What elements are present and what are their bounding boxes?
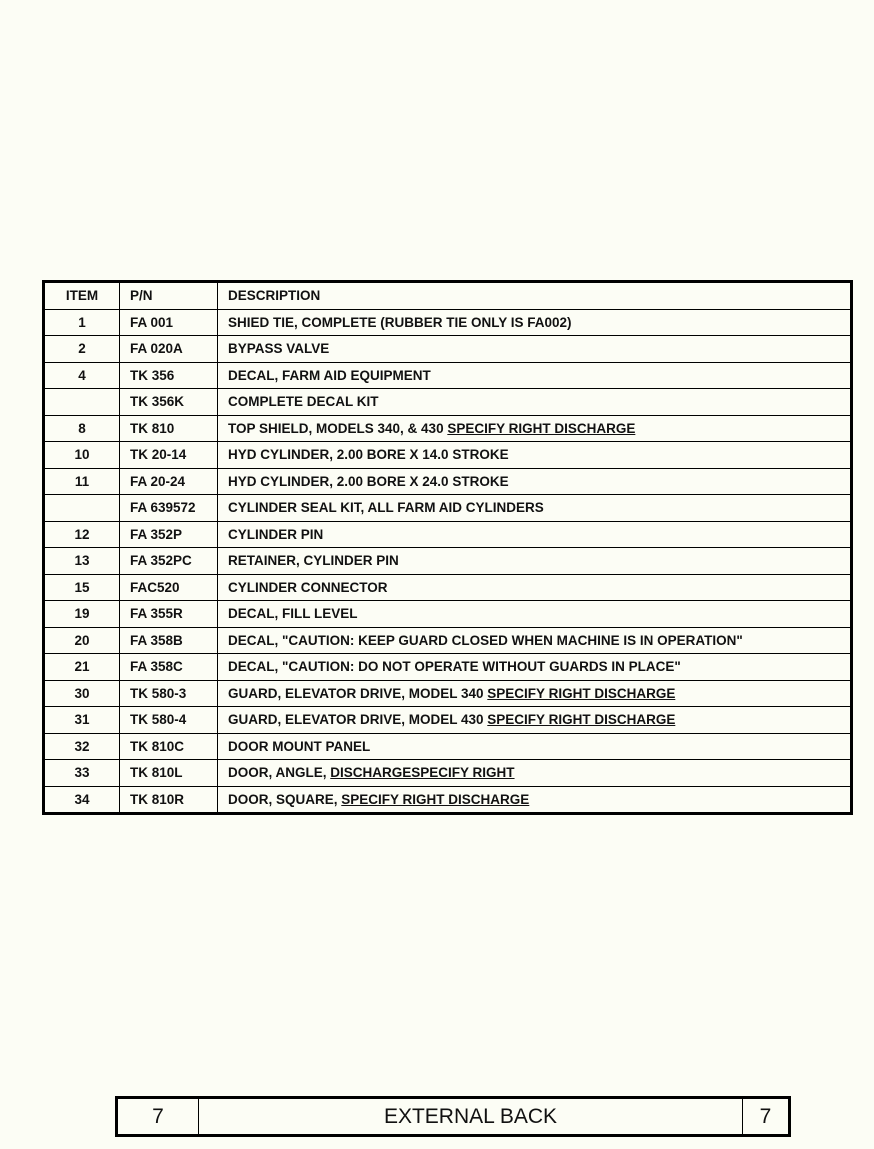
cell-part-number: FA 639572	[120, 495, 218, 522]
cell-part-number: TK 810R	[120, 786, 218, 814]
cell-description	[218, 442, 852, 469]
description-text: CYLINDER SEAL KIT, ALL FARM AID CYLINDERS	[228, 500, 544, 516]
description-note-underlined: DISCHARGESPECIFY RIGHT	[330, 765, 515, 781]
table-row	[44, 548, 852, 575]
table-header-row	[44, 282, 852, 310]
cell-description	[218, 548, 852, 575]
cell-item: 11	[44, 468, 120, 495]
cell-part-number: FA 358C	[120, 654, 218, 681]
cell-part-number: TK 356	[120, 362, 218, 389]
cell-description	[218, 336, 852, 363]
footer-title: EXTERNAL BACK	[199, 1098, 743, 1136]
cell-description	[218, 574, 852, 601]
description-note-underlined: SPECIFY RIGHT DISCHARGE	[487, 712, 676, 728]
cell-description	[218, 786, 852, 814]
cell-item: 1	[44, 309, 120, 336]
cell-item: 8	[44, 415, 120, 442]
cell-description	[218, 733, 852, 760]
cell-part-number: TK 810C	[120, 733, 218, 760]
cell-part-number: FA 020A	[120, 336, 218, 363]
parts-list-table	[42, 280, 853, 815]
description-text: DECAL, FARM AID EQUIPMENT	[228, 367, 431, 383]
cell-item: 15	[44, 574, 120, 601]
footer-page-number: 7	[743, 1098, 790, 1136]
cell-item: 4	[44, 362, 120, 389]
table-row	[44, 601, 852, 628]
cell-part-number: TK 580-3	[120, 680, 218, 707]
description-text: HYD CYLINDER, 2.00 BORE X 24.0 STROKE	[228, 473, 509, 489]
cell-part-number: FA 352PC	[120, 548, 218, 575]
cell-part-number: FA 20-24	[120, 468, 218, 495]
cell-item: 34	[44, 786, 120, 814]
page-footer	[115, 1096, 791, 1137]
cell-item: 2	[44, 336, 120, 363]
cell-part-number: FA 001	[120, 309, 218, 336]
description-note-underlined: SPECIFY RIGHT DISCHARGE	[487, 685, 676, 701]
description-text: DECAL, "CAUTION: DO NOT OPERATE WITHOUT GUARDS IN PLACE"	[228, 659, 681, 675]
cell-item: 13	[44, 548, 120, 575]
cell-part-number: TK 810	[120, 415, 218, 442]
table-row	[44, 389, 852, 416]
cell-description	[218, 415, 852, 442]
description-text: TOP SHIELD, MODELS 340, & 430	[228, 420, 448, 436]
cell-description	[218, 601, 852, 628]
description-text: DECAL, FILL LEVEL	[228, 606, 358, 622]
cell-description	[218, 309, 852, 336]
cell-description	[218, 680, 852, 707]
cell-description	[218, 468, 852, 495]
header-description: DESCRIPTION	[218, 282, 852, 310]
description-text: HYD CYLINDER, 2.00 BORE X 14.0 STROKE	[228, 447, 509, 463]
cell-part-number: TK 810L	[120, 760, 218, 787]
table-row	[44, 786, 852, 814]
table-row	[44, 574, 852, 601]
description-text: GUARD, ELEVATOR DRIVE, MODEL 430	[228, 712, 488, 728]
table-row	[44, 733, 852, 760]
cell-item: 19	[44, 601, 120, 628]
cell-part-number: TK 580-4	[120, 707, 218, 734]
cell-part-number: FA 358B	[120, 627, 218, 654]
cell-part-number: TK 356K	[120, 389, 218, 416]
table-row	[44, 468, 852, 495]
table-row	[44, 362, 852, 389]
description-note-underlined: SPECIFY RIGHT DISCHARGE	[447, 420, 636, 436]
cell-part-number: TK 20-14	[120, 442, 218, 469]
cell-description	[218, 389, 852, 416]
description-text: DECAL, "CAUTION: KEEP GUARD CLOSED WHEN MACHINE IS IN OPERATION"	[228, 632, 743, 648]
description-text: COMPLETE DECAL KIT	[228, 394, 379, 410]
cell-item: 12	[44, 521, 120, 548]
header-item: ITEM	[44, 282, 120, 310]
header-pn: P/N	[120, 282, 218, 310]
cell-item: 10	[44, 442, 120, 469]
table-row	[44, 442, 852, 469]
table-row	[44, 415, 852, 442]
description-text: DOOR, ANGLE,	[228, 765, 331, 781]
cell-part-number: FA 355R	[120, 601, 218, 628]
cell-item: 32	[44, 733, 120, 760]
table-row	[44, 707, 852, 734]
cell-item: 30	[44, 680, 120, 707]
description-text: BYPASS VALVE	[228, 341, 330, 357]
cell-description	[218, 495, 852, 522]
description-text: CYLINDER CONNECTOR	[228, 579, 388, 595]
cell-description	[218, 362, 852, 389]
table-row	[44, 760, 852, 787]
description-text: RETAINER, CYLINDER PIN	[228, 553, 399, 569]
footer-figure-number: 7	[117, 1098, 199, 1136]
description-text: DOOR MOUNT PANEL	[228, 738, 371, 754]
table-row	[44, 309, 852, 336]
table-row	[44, 495, 852, 522]
table-row	[44, 521, 852, 548]
cell-item: 20	[44, 627, 120, 654]
cell-item	[44, 389, 120, 416]
cell-item	[44, 495, 120, 522]
description-text: SHIED TIE, COMPLETE (RUBBER TIE ONLY IS FA002)	[228, 314, 572, 330]
cell-part-number: FA 352P	[120, 521, 218, 548]
table-row	[44, 654, 852, 681]
description-text: GUARD, ELEVATOR DRIVE, MODEL 340	[228, 685, 488, 701]
cell-description	[218, 654, 852, 681]
cell-item: 21	[44, 654, 120, 681]
description-text: DOOR, SQUARE,	[228, 791, 342, 807]
table-row	[44, 336, 852, 363]
cell-item: 31	[44, 707, 120, 734]
description-note-underlined: SPECIFY RIGHT DISCHARGE	[341, 791, 530, 807]
cell-description	[218, 760, 852, 787]
cell-description	[218, 707, 852, 734]
cell-description	[218, 627, 852, 654]
table-row	[44, 680, 852, 707]
cell-part-number: FAC520	[120, 574, 218, 601]
description-text: CYLINDER PIN	[228, 526, 324, 542]
cell-item: 33	[44, 760, 120, 787]
cell-description	[218, 521, 852, 548]
table-row	[44, 627, 852, 654]
